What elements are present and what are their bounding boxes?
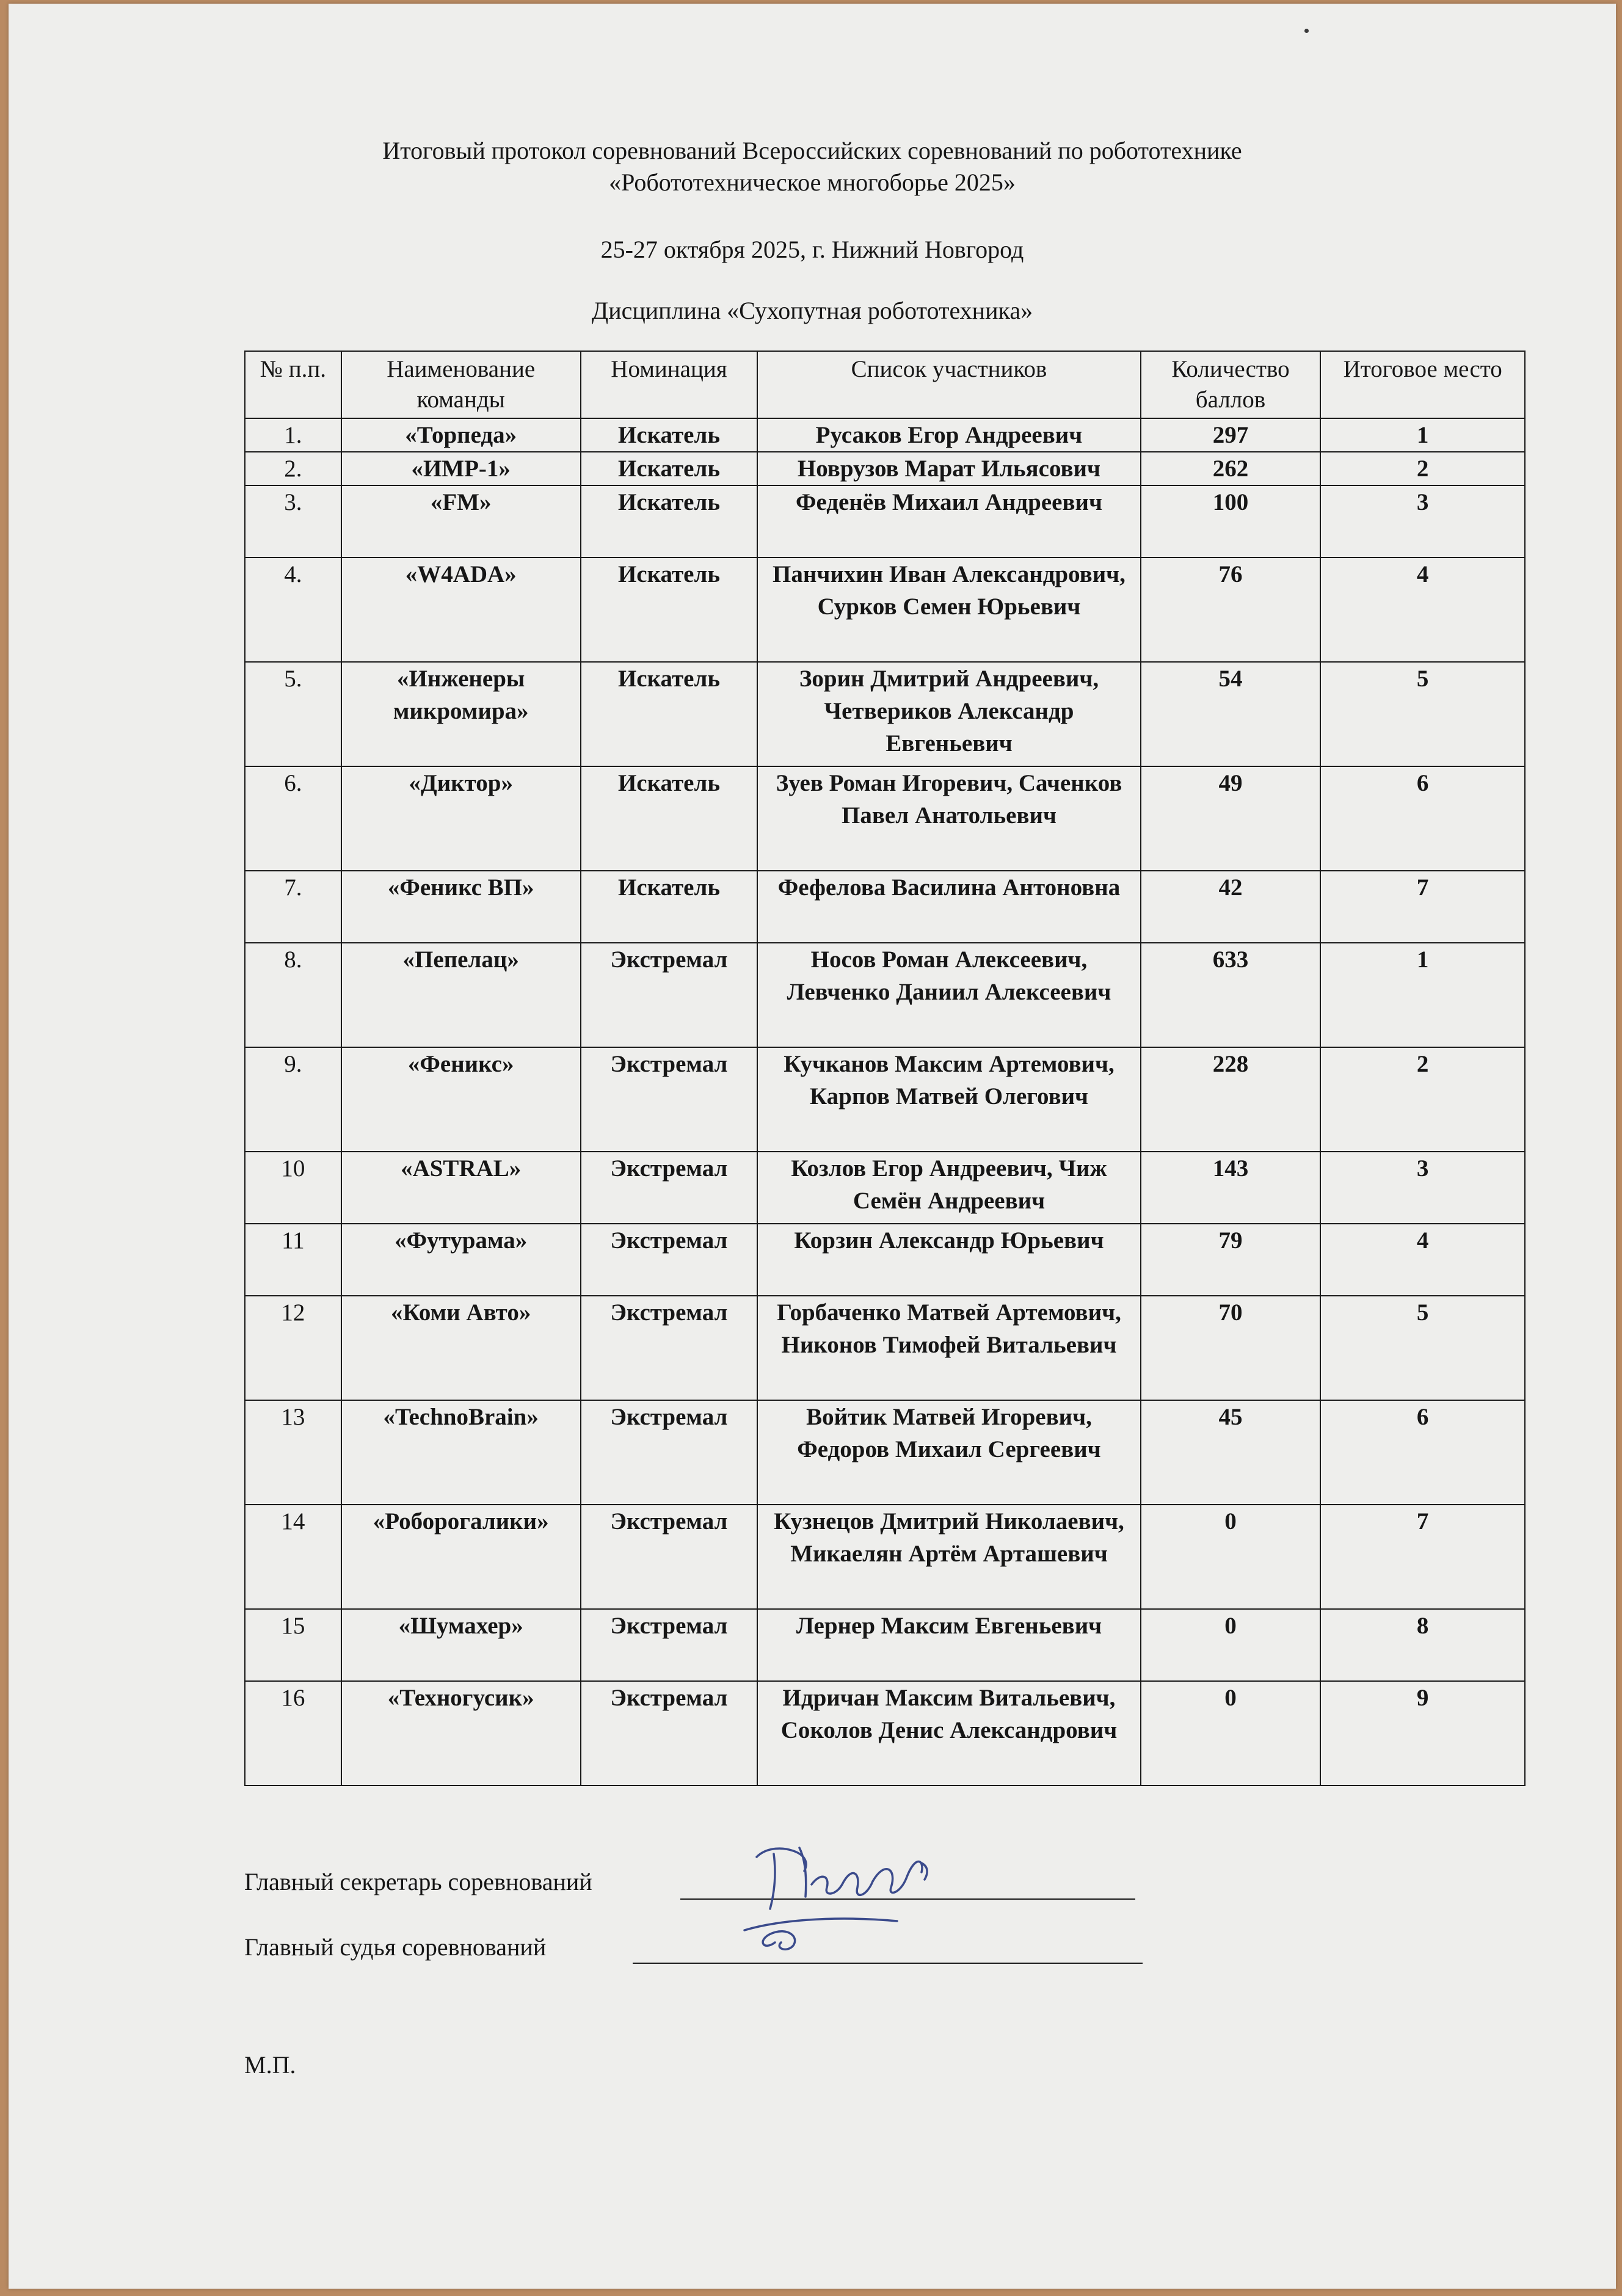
ink-dot <box>1304 29 1309 33</box>
table-row <box>245 1152 1525 1224</box>
cell-number: 1. <box>245 418 341 452</box>
table-body <box>245 418 1525 1786</box>
cell-points: 42 <box>1141 871 1321 943</box>
cell-points: 228 <box>1141 1047 1321 1152</box>
cell-points: 76 <box>1141 558 1321 662</box>
cell-participants: Кучканов Максим Артемович, Карпов Матвей Олегович <box>757 1047 1140 1152</box>
date-place: 25-27 октября 2025, г. Нижний Новгород <box>600 236 1024 263</box>
table-row <box>245 766 1525 871</box>
cell-nomination: Искатель <box>581 418 758 452</box>
cell-points: 100 <box>1141 485 1321 558</box>
cell-nomination: Экстремал <box>581 1152 758 1224</box>
cell-number: 12 <box>245 1296 341 1400</box>
cell-points: 143 <box>1141 1152 1321 1224</box>
table-row <box>245 1681 1525 1786</box>
cell-number: 16 <box>245 1681 341 1786</box>
cell-place: 3 <box>1320 485 1525 558</box>
cell-place: 6 <box>1320 766 1525 871</box>
cell-team: «Коми Авто» <box>341 1296 581 1400</box>
cell-place: 4 <box>1320 558 1525 662</box>
cell-points: 54 <box>1141 662 1321 766</box>
col-header-number: № п.п. <box>245 351 341 418</box>
table-header-row <box>245 351 1525 418</box>
handwritten-signature <box>738 1823 958 1964</box>
col-header-place: Итоговое место <box>1320 351 1525 418</box>
table-row <box>245 558 1525 662</box>
chief-judge-label: Главный судья соревнований <box>244 1933 547 1961</box>
cell-points: 297 <box>1141 418 1321 452</box>
discipline: Дисциплина «Сухопутная робототехника» <box>591 297 1033 324</box>
cell-team: «TechnoBrain» <box>341 1400 581 1505</box>
cell-team: «Диктор» <box>341 766 581 871</box>
cell-team: «ASTRAL» <box>341 1152 581 1224</box>
cell-nomination: Экстремал <box>581 1224 758 1296</box>
table-row <box>245 1224 1525 1296</box>
cell-points: 45 <box>1141 1400 1321 1505</box>
cell-nomination: Экстремал <box>581 1400 758 1505</box>
cell-place: 6 <box>1320 1400 1525 1505</box>
cell-place: 8 <box>1320 1609 1525 1681</box>
cell-participants: Войтик Матвей Игоревич, Федоров Михаил Сергеевич <box>757 1400 1140 1505</box>
cell-nomination: Искатель <box>581 485 758 558</box>
cell-team: «Шумахер» <box>341 1609 581 1681</box>
cell-nomination: Искатель <box>581 558 758 662</box>
table-row <box>245 662 1525 766</box>
cell-number: 10 <box>245 1152 341 1224</box>
cell-participants: Новрузов Марат Ильясович <box>757 452 1140 485</box>
cell-participants: Кузнецов Дмитрий Николаевич, Микаелян Артём Арташевич <box>757 1505 1140 1609</box>
cell-participants: Идричан Максим Витальевич, Соколов Денис Александрович <box>757 1681 1140 1786</box>
cell-points: 70 <box>1141 1296 1321 1400</box>
cell-points: 79 <box>1141 1224 1321 1296</box>
cell-team: «Пепелац» <box>341 943 581 1047</box>
cell-number: 14 <box>245 1505 341 1609</box>
cell-place: 1 <box>1320 943 1525 1047</box>
cell-number: 8. <box>245 943 341 1047</box>
cell-team: «Техногусик» <box>341 1681 581 1786</box>
cell-nomination: Экстремал <box>581 1296 758 1400</box>
cell-nomination: Искатель <box>581 452 758 485</box>
cell-team: «W4ADA» <box>341 558 581 662</box>
cell-nomination: Экстремал <box>581 1681 758 1786</box>
cell-team: «Феникс ВП» <box>341 871 581 943</box>
cell-nomination: Искатель <box>581 662 758 766</box>
cell-number: 2. <box>245 452 341 485</box>
cell-place: 9 <box>1320 1681 1525 1786</box>
cell-place: 7 <box>1320 1505 1525 1609</box>
chief-secretary-label: Главный секретарь соревнований <box>244 1868 592 1895</box>
cell-points: 49 <box>1141 766 1321 871</box>
cell-number: 15 <box>245 1609 341 1681</box>
cell-team: «Футурама» <box>341 1224 581 1296</box>
table-row <box>245 943 1525 1047</box>
cell-participants: Зорин Дмитрий Андреевич, Четвериков Александр Евгеньевич <box>757 662 1140 766</box>
cell-team: «Торпеда» <box>341 418 581 452</box>
results-table <box>244 351 1526 1786</box>
cell-place: 3 <box>1320 1152 1525 1224</box>
cell-place: 2 <box>1320 1047 1525 1152</box>
title-line-2: «Робототехническое многоборье 2025» <box>609 169 1016 196</box>
document-sheet <box>9 4 1616 2289</box>
stamp-place-label: М.П. <box>244 2051 296 2079</box>
cell-team: «Феникс» <box>341 1047 581 1152</box>
cell-participants: Лернер Максим Евгеньевич <box>757 1609 1140 1681</box>
cell-points: 0 <box>1141 1505 1321 1609</box>
title-line-1: Итоговый протокол соревнований Всероссийских соревнований по робототехнике <box>382 137 1242 164</box>
cell-team: «Роборогалики» <box>341 1505 581 1609</box>
cell-points: 0 <box>1141 1681 1321 1786</box>
cell-participants: Феденёв Михаил Андреевич <box>757 485 1140 558</box>
cell-nomination: Искатель <box>581 766 758 871</box>
cell-nomination: Искатель <box>581 871 758 943</box>
cell-team: «Инженеры микромира» <box>341 662 581 766</box>
table-row <box>245 1400 1525 1505</box>
cell-participants: Корзин Александр Юрьевич <box>757 1224 1140 1296</box>
cell-place: 7 <box>1320 871 1525 943</box>
col-header-team: Наименование команды <box>341 351 581 418</box>
cell-participants: Фефелова Василина Антоновна <box>757 871 1140 943</box>
cell-number: 11 <box>245 1224 341 1296</box>
table-row <box>245 418 1525 452</box>
cell-place: 2 <box>1320 452 1525 485</box>
cell-number: 7. <box>245 871 341 943</box>
cell-participants: Русаков Егор Андреевич <box>757 418 1140 452</box>
cell-points: 633 <box>1141 943 1321 1047</box>
table-row <box>245 1047 1525 1152</box>
cell-place: 4 <box>1320 1224 1525 1296</box>
cell-number: 5. <box>245 662 341 766</box>
cell-participants: Горбаченко Матвей Артемович, Никонов Тимофей Витальевич <box>757 1296 1140 1400</box>
cell-participants: Носов Роман Алексеевич, Левченко Даниил Алексеевич <box>757 943 1140 1047</box>
cell-participants: Козлов Егор Андреевич, Чиж Семён Андреевич <box>757 1152 1140 1224</box>
cell-nomination: Экстремал <box>581 1505 758 1609</box>
cell-number: 13 <box>245 1400 341 1505</box>
cell-number: 3. <box>245 485 341 558</box>
col-header-nomination: Номинация <box>581 351 758 418</box>
cell-team: «FM» <box>341 485 581 558</box>
table-row <box>245 871 1525 943</box>
cell-team: «ИМР-1» <box>341 452 581 485</box>
cell-place: 5 <box>1320 662 1525 766</box>
cell-nomination: Экстремал <box>581 1609 758 1681</box>
table-row <box>245 485 1525 558</box>
cell-participants: Зуев Роман Игоревич, Саченков Павел Анатольевич <box>757 766 1140 871</box>
col-header-points: Количество баллов <box>1141 351 1321 418</box>
cell-number: 4. <box>245 558 341 662</box>
cell-nomination: Экстремал <box>581 1047 758 1152</box>
cell-number: 6. <box>245 766 341 871</box>
table-row <box>245 1505 1525 1609</box>
table-row <box>245 1609 1525 1681</box>
cell-points: 262 <box>1141 452 1321 485</box>
cell-points: 0 <box>1141 1609 1321 1681</box>
cell-place: 1 <box>1320 418 1525 452</box>
col-header-participants: Список участников <box>757 351 1140 418</box>
cell-number: 9. <box>245 1047 341 1152</box>
cell-participants: Панчихин Иван Александрович, Сурков Семен Юрьевич <box>757 558 1140 662</box>
table-row <box>245 1296 1525 1400</box>
cell-place: 5 <box>1320 1296 1525 1400</box>
table-row <box>245 452 1525 485</box>
cell-nomination: Экстремал <box>581 943 758 1047</box>
